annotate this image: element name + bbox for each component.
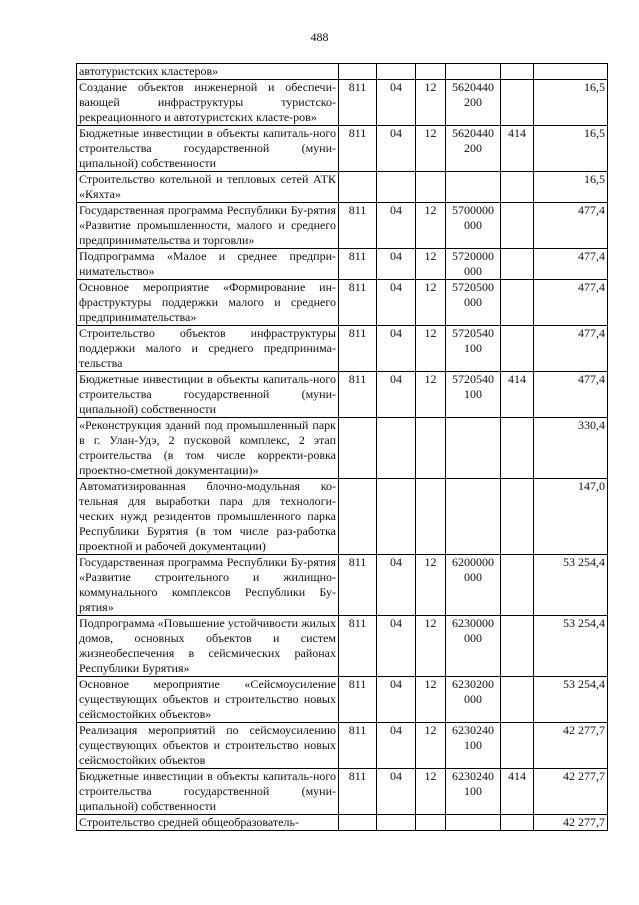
row-name-cell: Строительство средней общеобразователь- bbox=[77, 815, 339, 831]
row-subsection-cell: 12 bbox=[416, 203, 446, 249]
table-row bbox=[77, 280, 608, 326]
table-row bbox=[77, 479, 608, 555]
table-row bbox=[77, 418, 608, 479]
row-grbs-cell: 811 bbox=[339, 372, 377, 418]
row-subsection-cell: 12 bbox=[416, 249, 446, 280]
row-section-cell: 04 bbox=[377, 203, 416, 249]
row-target-article-cell bbox=[446, 64, 501, 80]
row-amount-cell: 53 254,4 bbox=[534, 555, 608, 616]
row-grbs-cell: 811 bbox=[339, 723, 377, 769]
table-row bbox=[77, 815, 608, 831]
row-expense-type-cell bbox=[501, 280, 534, 326]
row-section-cell bbox=[377, 172, 416, 203]
row-amount-cell bbox=[534, 64, 608, 80]
row-expense-type-cell bbox=[501, 723, 534, 769]
row-grbs-cell: 811 bbox=[339, 280, 377, 326]
row-section-cell: 04 bbox=[377, 126, 416, 172]
row-grbs-cell bbox=[339, 64, 377, 80]
row-target-article-cell: 6200000 000 bbox=[446, 555, 501, 616]
row-amount-cell: 42 277,7 bbox=[534, 769, 608, 815]
row-section-cell bbox=[377, 64, 416, 80]
row-subsection-cell: 12 bbox=[416, 616, 446, 677]
row-target-article-cell: 5720000 000 bbox=[446, 249, 501, 280]
row-section-cell: 04 bbox=[377, 769, 416, 815]
row-expense-type-cell bbox=[501, 479, 534, 555]
row-amount-cell: 16,5 bbox=[534, 126, 608, 172]
row-expense-type-cell bbox=[501, 249, 534, 280]
row-name-cell: Реализация мероприятий по сейсмоусилению существующих объектов и строительство новых сейсмостойких объектов bbox=[77, 723, 339, 769]
row-section-cell: 04 bbox=[377, 80, 416, 126]
row-grbs-cell bbox=[339, 418, 377, 479]
row-expense-type-cell bbox=[501, 555, 534, 616]
table-row bbox=[77, 172, 608, 203]
row-grbs-cell: 811 bbox=[339, 555, 377, 616]
row-name-cell: Бюджетные инвестиции в объекты капиталь-ного строительства государственной (муни-ципальной) собственности bbox=[77, 769, 339, 815]
row-section-cell: 04 bbox=[377, 249, 416, 280]
table-row bbox=[77, 372, 608, 418]
row-name-cell: Строительство объектов инфраструктуры поддержки малого и среднего предпринима-тельства bbox=[77, 326, 339, 372]
row-name-cell: Автоматизированная блочно-модульная ко-тельная для выработки пара для технологи-ческих нужд резидентов промышленного парка Республики Бурятия (в том числе раз-работка проектной и рабочей документации) bbox=[77, 479, 339, 555]
table-row bbox=[77, 126, 608, 172]
table-row bbox=[77, 616, 608, 677]
row-name-cell: Подпрограмма «Повышение устойчивости жилых домов, основных объектов и систем жизнеобеспечения в сейсмических районах Республики Бурятия» bbox=[77, 616, 339, 677]
row-amount-cell: 477,4 bbox=[534, 249, 608, 280]
row-expense-type-cell bbox=[501, 616, 534, 677]
row-expense-type-cell bbox=[501, 80, 534, 126]
table-row bbox=[77, 677, 608, 723]
row-grbs-cell bbox=[339, 479, 377, 555]
row-name-cell: автотуристских кластеров» bbox=[77, 64, 339, 80]
row-amount-cell: 16,5 bbox=[534, 80, 608, 126]
row-section-cell: 04 bbox=[377, 280, 416, 326]
row-expense-type-cell bbox=[501, 172, 534, 203]
row-amount-cell: 477,4 bbox=[534, 326, 608, 372]
row-amount-cell: 477,4 bbox=[534, 280, 608, 326]
row-subsection-cell: 12 bbox=[416, 723, 446, 769]
row-expense-type-cell bbox=[501, 326, 534, 372]
row-name-cell: Создание объектов инженерной и обеспечи-вающей инфраструктуры туристско-рекреационного и автотуристских класте-ров» bbox=[77, 80, 339, 126]
row-name-cell: Бюджетные инвестиции в объекты капиталь-ного строительства государственной (муни-ципальной) собственности bbox=[77, 126, 339, 172]
row-subsection-cell: 12 bbox=[416, 326, 446, 372]
row-target-article-cell: 6230240 100 bbox=[446, 723, 501, 769]
table-row bbox=[77, 249, 608, 280]
table-row bbox=[77, 555, 608, 616]
row-expense-type-cell bbox=[501, 203, 534, 249]
row-target-article-cell bbox=[446, 418, 501, 479]
row-grbs-cell: 811 bbox=[339, 616, 377, 677]
row-target-article-cell: 5620440 200 bbox=[446, 80, 501, 126]
row-expense-type-cell bbox=[501, 677, 534, 723]
row-expense-type-cell: 414 bbox=[501, 769, 534, 815]
page-number: 488 bbox=[310, 30, 329, 44]
row-subsection-cell bbox=[416, 64, 446, 80]
row-grbs-cell: 811 bbox=[339, 126, 377, 172]
table-row bbox=[77, 723, 608, 769]
row-section-cell: 04 bbox=[377, 677, 416, 723]
row-expense-type-cell: 414 bbox=[501, 126, 534, 172]
row-grbs-cell: 811 bbox=[339, 249, 377, 280]
row-subsection-cell: 12 bbox=[416, 677, 446, 723]
row-amount-cell: 16,5 bbox=[534, 172, 608, 203]
row-name-cell: Государственная программа Республики Бу-рятия «Развитие строительного и жилищно-коммунального комплексов Республики Бу-рятия» bbox=[77, 555, 339, 616]
table-row bbox=[77, 203, 608, 249]
row-target-article-cell: 5620440 200 bbox=[446, 126, 501, 172]
row-subsection-cell bbox=[416, 172, 446, 203]
row-section-cell: 04 bbox=[377, 326, 416, 372]
row-grbs-cell: 811 bbox=[339, 677, 377, 723]
row-name-cell: Основное мероприятие «Сейсмоусиление существующих объектов и строительство новых сейсмостойких объектов» bbox=[77, 677, 339, 723]
table-row bbox=[77, 64, 608, 80]
row-section-cell: 04 bbox=[377, 555, 416, 616]
row-section-cell: 04 bbox=[377, 372, 416, 418]
row-subsection-cell: 12 bbox=[416, 80, 446, 126]
row-target-article-cell bbox=[446, 172, 501, 203]
row-grbs-cell: 811 bbox=[339, 203, 377, 249]
row-target-article-cell: 6230200 000 bbox=[446, 677, 501, 723]
row-name-cell: Основное мероприятие «Формирование ин-фраструктуры поддержки малого и среднего предпринимательства» bbox=[77, 280, 339, 326]
row-section-cell bbox=[377, 418, 416, 479]
row-amount-cell: 42 277,7 bbox=[534, 815, 608, 831]
row-subsection-cell bbox=[416, 418, 446, 479]
row-subsection-cell: 12 bbox=[416, 769, 446, 815]
row-name-cell: Государственная программа Республики Бу-рятия «Развитие промышленности, малого и среднего предпринимательства и торговли» bbox=[77, 203, 339, 249]
row-section-cell bbox=[377, 815, 416, 831]
table-row bbox=[77, 326, 608, 372]
row-grbs-cell bbox=[339, 815, 377, 831]
row-grbs-cell: 811 bbox=[339, 80, 377, 126]
row-name-cell: «Реконструкция зданий под промышленный парк в г. Улан-Удэ, 2 пусковой комплекс, 2 этап строительства (в том числе корректи-ровка проектно-сметной документации)» bbox=[77, 418, 339, 479]
row-amount-cell: 53 254,4 bbox=[534, 677, 608, 723]
row-target-article-cell: 5720540 100 bbox=[446, 326, 501, 372]
row-name-cell: Бюджетные инвестиции в объекты капиталь-ного строительства государственной (муни-ципальной) собственности bbox=[77, 372, 339, 418]
row-subsection-cell: 12 bbox=[416, 126, 446, 172]
row-amount-cell: 42 277,7 bbox=[534, 723, 608, 769]
row-grbs-cell: 811 bbox=[339, 769, 377, 815]
row-target-article-cell: 5720500 000 bbox=[446, 280, 501, 326]
row-target-article-cell bbox=[446, 479, 501, 555]
row-target-article-cell: 6230000 000 bbox=[446, 616, 501, 677]
row-amount-cell: 330,4 bbox=[534, 418, 608, 479]
row-subsection-cell: 12 bbox=[416, 555, 446, 616]
row-amount-cell: 477,4 bbox=[534, 203, 608, 249]
row-subsection-cell bbox=[416, 815, 446, 831]
row-subsection-cell bbox=[416, 479, 446, 555]
row-expense-type-cell: 414 bbox=[501, 372, 534, 418]
row-section-cell: 04 bbox=[377, 616, 416, 677]
budget-table bbox=[76, 63, 608, 831]
table-row bbox=[77, 80, 608, 126]
row-amount-cell: 147,0 bbox=[534, 479, 608, 555]
row-target-article-cell bbox=[446, 815, 501, 831]
row-name-cell: Подпрограмма «Малое и среднее предпри-нимательство» bbox=[77, 249, 339, 280]
row-expense-type-cell bbox=[501, 815, 534, 831]
table-row bbox=[77, 769, 608, 815]
row-target-article-cell: 5720540 100 bbox=[446, 372, 501, 418]
row-expense-type-cell bbox=[501, 418, 534, 479]
row-subsection-cell: 12 bbox=[416, 372, 446, 418]
row-grbs-cell: 811 bbox=[339, 326, 377, 372]
row-section-cell bbox=[377, 479, 416, 555]
row-expense-type-cell bbox=[501, 64, 534, 80]
row-subsection-cell: 12 bbox=[416, 280, 446, 326]
row-target-article-cell: 6230240 100 bbox=[446, 769, 501, 815]
row-section-cell: 04 bbox=[377, 723, 416, 769]
row-name-cell: Строительство котельной и тепловых сетей АТК «Кяхта» bbox=[77, 172, 339, 203]
row-grbs-cell bbox=[339, 172, 377, 203]
row-amount-cell: 53 254,4 bbox=[534, 616, 608, 677]
row-amount-cell: 477,4 bbox=[534, 372, 608, 418]
row-target-article-cell: 5700000 000 bbox=[446, 203, 501, 249]
